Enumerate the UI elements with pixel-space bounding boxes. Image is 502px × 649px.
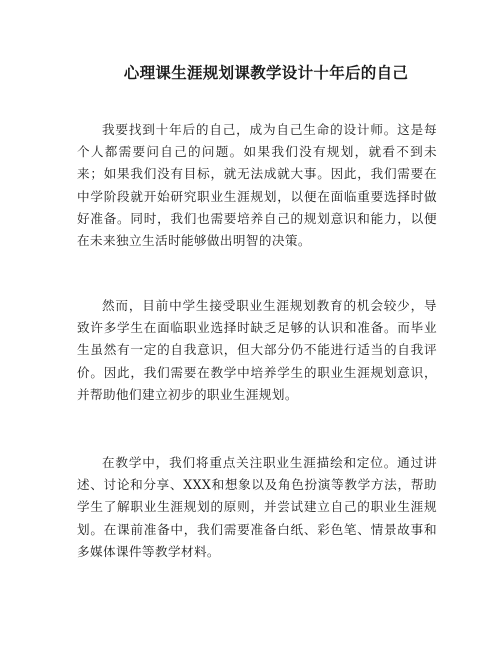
paragraph-1: 我要找到十年后的自己，成为自己生命的设计师。这是每个人都需要问自己的问题。如果我们没有规划，就看不到未来；如果我们没有目标，就无法成就大事。因此，我们需要在中学阶段就开始研究职业生涯规划，以便在面临重要选择时做好准备。同时，我们也需要培养自己的规划意识和能力，以便在未来独立生活时能够做出明智的决策。 bbox=[77, 122, 437, 249]
paragraph-3: 在教学中，我们将重点关注职业生涯描绘和定位。通过讲述、讨论和分享、XXX和想象以及角色扮演等教学方法，帮助学生了解职业生涯规划的原则，并尝试建立自己的职业生涯规划。在课前准备中，我们需要准备白纸、彩色笔、情景故事和多媒体课件等教学材料。 bbox=[77, 455, 437, 559]
document-title: 心理课生涯规划课教学设计十年后的自己 bbox=[123, 64, 409, 82]
paragraph-2: 然而，目前中学生接受职业生涯规划教育的机会较少，导致许多学生在面临职业选择时缺乏足够的认识和准备。而毕业生虽然有一定的自我意识，但大部分仍不能进行适当的自我评价。因此，我们需要在教学中培养学生的职业生涯规划意识，并帮助他们建立初步的职业生涯规划。 bbox=[77, 298, 437, 402]
